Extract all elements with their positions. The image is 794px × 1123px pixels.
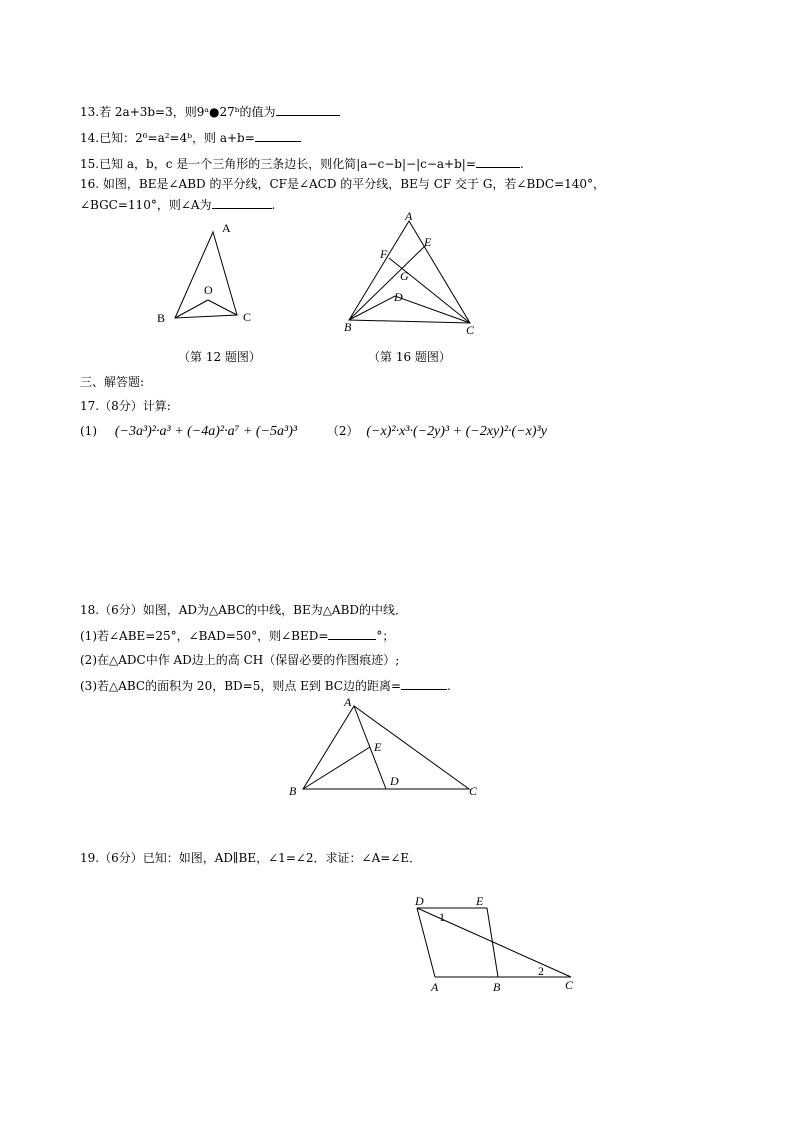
question-15-end: . [519, 157, 524, 171]
question-18-title: 18.（6分）如图，AD为△ABC的中线，BE为△ABD的中线． [80, 603, 408, 617]
fig16-label-e: E [424, 235, 432, 249]
fig19-label-e: E [476, 894, 484, 908]
q17-part2-expression: (−x)²·x³·(−2y)³ + (−2xy)²·(−x)³y [366, 424, 547, 439]
question-18-part-3 [80, 677, 451, 694]
figure-19 [405, 893, 585, 998]
question-18-part-2: (2)在△ADC中作 AD边上的高 CH（保留必要的作图痕迹）; [80, 653, 400, 667]
figure-12-caption: （第 12 题图） [178, 350, 261, 364]
fig16-label-b: B [344, 320, 352, 334]
fig18-triangle-abc [303, 706, 469, 789]
answer-blank-14[interactable] [255, 129, 301, 142]
question-15-text: 15.已知 a，b，c 是一个三角形的三条边长，则化简|a−c−b|−|c−a+b|= [80, 157, 476, 171]
q18-part3-end: . [447, 679, 451, 693]
fig18-label-d: D [390, 774, 399, 788]
figure-12 [150, 220, 270, 330]
fig19-label-c: C [565, 978, 574, 992]
q17-part1-expression: (−3a³)²·a³ + (−4a)²·a⁷ + (−5a³)³ [114, 424, 298, 439]
fig19-angle-1: 1 [439, 910, 445, 924]
fig12-label-a: A [222, 221, 231, 235]
question-16-text-2: ∠BGC=110°，则∠A为 [80, 198, 212, 212]
q18-part1-text: (1)若∠ABE=25°，∠BAD=50°，则∠BED= [80, 629, 329, 643]
figure-16 [340, 210, 490, 340]
fig16-lines-bd-dc [349, 296, 470, 323]
question-14-text: 14.已知：2⁶=a²=4ᵇ，则 a+b= [80, 131, 255, 145]
fig18-label-e: E [374, 740, 382, 754]
question-13 [80, 103, 340, 120]
fig16-label-f: F [380, 247, 388, 261]
fig12-label-o: O [204, 283, 213, 297]
fig12-label-b: B [157, 311, 166, 325]
q17-part1-label: (1) [80, 424, 97, 438]
q18-part3-text: (3)若△ABC的面积为 20，BD=5，则点 E到 BC边的距离= [80, 679, 401, 693]
fig16-triangle-abc [349, 221, 470, 323]
answer-blank-13[interactable] [276, 103, 340, 116]
fig19-label-d: D [415, 894, 424, 908]
question-16-line-2 [80, 196, 275, 213]
fig16-label-c: C [466, 323, 475, 337]
question-16-end: . [271, 198, 276, 212]
question-17-title: 17.（8分）计算: [80, 399, 171, 413]
question-16-line-1 [80, 176, 605, 192]
fig12-label-c: C [243, 310, 252, 324]
fig19-label-a: A [431, 980, 439, 994]
answer-blank-18-1[interactable] [328, 627, 376, 640]
question-15 [80, 155, 524, 172]
fig16-label-d: D [394, 290, 403, 304]
fig19-line-da [417, 908, 435, 977]
q18-part1-unit: °； [376, 629, 395, 643]
question-19-title: 19.（6分）已知：如图，AD∥BE，∠1=∠2．求证：∠A=∠E． [80, 851, 422, 865]
fig18-label-a: A [344, 695, 352, 709]
question-16-text: 16. 如图，BE是∠ABD 的平分线，CF是∠ACD 的平分线，BE与 CF 交于 G，若∠BDC=140°， [80, 177, 606, 191]
fig19-label-b: B [493, 980, 501, 994]
section-3-heading: 三、解答题: [80, 375, 145, 389]
answer-blank-15[interactable] [476, 155, 520, 168]
figure-18 [285, 695, 485, 805]
fig18-median-be [303, 747, 370, 789]
fig16-label-a: A [405, 209, 413, 223]
question-14 [80, 129, 301, 146]
q17-part2-label: （2） [326, 424, 359, 438]
fig19-line-eb [487, 908, 498, 977]
fig18-label-b: B [289, 784, 297, 798]
fig19-angle-2: 2 [538, 964, 544, 978]
fig16-label-g: G [400, 269, 409, 283]
fig18-label-c: C [469, 784, 478, 798]
fig12-triangle-abc [175, 232, 237, 318]
figure-16-caption: （第 16 题图） [368, 350, 451, 364]
answer-blank-16[interactable] [212, 196, 272, 209]
question-18-part-1 [80, 627, 394, 644]
answer-blank-18-3[interactable] [401, 677, 447, 690]
question-13-text: 13.若 2a+3b=3，则9ᵃ●27ᵇ的值为 [80, 105, 276, 119]
question-17-parts [80, 423, 547, 440]
